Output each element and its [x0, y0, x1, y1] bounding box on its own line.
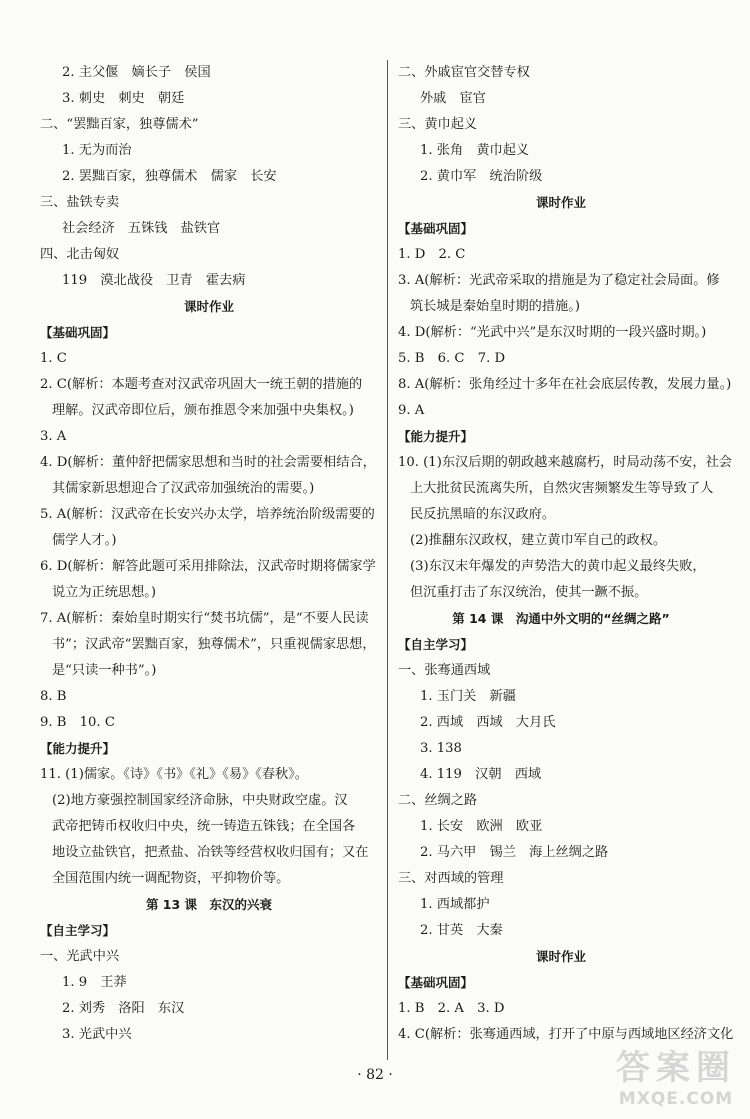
watermark-url: MXQE.COM — [618, 1089, 734, 1109]
text-line: 是“只读一种书”。) — [52, 663, 157, 678]
subsection-label: 【基础巩固】 — [40, 325, 116, 340]
text-line: 3. A — [40, 429, 67, 444]
text-line: 武帝把铸币权收归中央，统一铸造五铢钱；在全国各 — [52, 819, 356, 834]
text-line: 5. A(解析：汉武帝在长安兴办太学，培养统治阶级需要的 — [40, 507, 375, 522]
text-line: 全国范围内统一调配物资，平抑物价等。 — [52, 871, 290, 886]
text-line: 1. 张角 黄巾起义 — [420, 143, 530, 158]
subsection-label: 【自主学习】 — [40, 923, 116, 938]
text-line: 3. A(解析：光武帝采取的措施是为了稳定社会局面。修 — [398, 273, 720, 288]
column-divider — [387, 60, 388, 1060]
subsection-label: 【自主学习】 — [398, 637, 474, 652]
subsection-label: 【能力提升】 — [398, 429, 474, 444]
text-line: 1. 9 王莽 — [62, 975, 127, 990]
text-line: 2. 罢黜百家，独尊儒术 儒家 长安 — [62, 169, 277, 184]
text-line: 理解。汉武帝即位后，颁布推恩令来加强中央集权。) — [52, 403, 354, 418]
text-line: 8. B — [40, 689, 67, 704]
text-line: (2)推翻东汉政权，建立黄巾军自己的政权。 — [410, 533, 667, 548]
text-line: 上大批贫民流离失所，自然灾害频繁发生等导致了人 — [410, 481, 714, 496]
text-line: 2. 西域 西域 大月氏 — [420, 715, 556, 730]
text-line: 民反抗黑暗的东汉政府。 — [410, 507, 556, 522]
text-line: 三、对西域的管理 — [398, 871, 504, 886]
text-line: 三、黄巾起义 — [398, 117, 478, 132]
text-line: 说立为正统思想。) — [52, 585, 157, 600]
text-line: 1. D 2. C — [398, 247, 466, 262]
text-line: 1. 西域都护 — [420, 897, 490, 912]
text-line: 2. 黄巾军 统治阶级 — [420, 169, 543, 184]
text-line: 10. (1)东汉后期的朝政越来越腐朽，时局动荡不安，社会 — [398, 455, 732, 470]
text-line: 2. 马六甲 锡兰 海上丝绸之路 — [420, 845, 609, 860]
text-line: 二、外戚宦官交替专权 — [398, 65, 530, 80]
section-heading: 课时作业 — [535, 949, 586, 964]
text-line: 但沉重打击了东汉统治，使其一蹶不振。 — [410, 585, 648, 600]
text-line: 一、张骞通西域 — [398, 663, 491, 678]
text-line: 1. 长安 欧洲 欧亚 — [420, 819, 543, 834]
text-line: 4. D(解析：董仲舒把儒家思想和当时的社会需要相结合， — [40, 455, 376, 470]
text-line: 3. 刺史 刺史 朝廷 — [62, 91, 185, 106]
text-line: 社会经济 五铢钱 盐铁官 — [62, 221, 221, 236]
text-line: 7. A(解析：秦始皇时期实行“焚书坑儒”，是“不要人民读 — [40, 611, 369, 626]
text-line: 筑长城是秦始皇时期的措施。) — [410, 299, 580, 314]
subsection-label: 【基础巩固】 — [398, 221, 474, 236]
text-line: 其儒家新思想迎合了汉武帝加强统治的需要。) — [52, 481, 315, 496]
subsection-label: 【能力提升】 — [40, 741, 116, 756]
section-heading: 第 13 课 东汉的兴衰 — [145, 897, 273, 912]
watermark-logo — [616, 1040, 736, 1109]
text-line: 5. B 6. C 7. D — [398, 351, 506, 366]
text-line: 2. C(解析：本题考查对汉武帝巩固大一统王朝的措施的 — [40, 377, 363, 392]
text-line: 1. C — [40, 351, 67, 366]
text-line: 119 漠北战役 卫青 霍去病 — [62, 273, 246, 288]
text-line: 一、光武中兴 — [40, 949, 120, 964]
left-column — [40, 60, 378, 1048]
text-line: 3. 138 — [420, 741, 462, 756]
text-line: 2. 主父偃 嫡长子 侯国 — [62, 65, 211, 80]
subsection-label: 【基础巩固】 — [398, 975, 474, 990]
text-line: 4. 119 汉朝 西域 — [420, 767, 542, 782]
text-line: 3. 光武中兴 — [62, 1027, 132, 1042]
text-line: 书”；汉武帝“罢黜百家，独尊儒术”，只重视儒家思想， — [52, 637, 376, 652]
text-line: 9. A — [398, 403, 425, 418]
section-heading: 课时作业 — [183, 299, 234, 314]
text-line: 三、盐铁专卖 — [40, 195, 120, 210]
text-line: 地设立盐铁官，把煮盐、冶铁等经营权收归国有；又在 — [52, 845, 369, 860]
text-line: (2)地方豪强控制国家经济命脉，中央财政空虚。汉 — [52, 793, 348, 808]
text-line: 外戚 宦官 — [420, 91, 486, 106]
text-line: 4. C(解析：张骞通西域，打开了中原与西域地区经济文化 — [398, 1027, 734, 1042]
text-line: (3)东汉末年爆发的声势浩大的黄巾起义最终失败， — [410, 559, 706, 574]
text-line: 儒学人才。) — [52, 533, 117, 548]
text-line: 2. 甘英 大秦 — [420, 923, 503, 938]
section-heading: 第 14 课 沟通中外文明的“丝绸之路” — [452, 611, 670, 626]
text-line: 2. 刘秀 洛阳 东汉 — [62, 1001, 185, 1016]
right-column — [398, 60, 734, 1048]
page-number: · 82 · — [357, 1067, 393, 1083]
text-line: 4. D(解析：“光武中兴”是东汉时期的一段兴盛时期。) — [398, 325, 707, 340]
text-line: 四、北击匈奴 — [40, 247, 120, 262]
text-line: 9. B 10. C — [40, 715, 115, 730]
watermark-text: 答案圈 — [616, 1048, 736, 1088]
text-line: 6. D(解析：解答此题可采用排除法，汉武帝时期将儒家学 — [40, 559, 376, 574]
text-line: 8. A(解析：张角经过十多年在社会底层传教，发展力量。) — [398, 377, 732, 392]
text-line: 二、丝绸之路 — [398, 793, 478, 808]
text-line: 1. B 2. A 3. D — [398, 1001, 505, 1016]
text-line: 二、“罢黜百家，独尊儒术” — [40, 117, 199, 132]
text-line: 11. (1)儒家。《诗》《书》《礼》《易》《春秋》。 — [40, 767, 308, 782]
text-line: 1. 无为而治 — [62, 143, 132, 158]
text-line: 1. 玉门关 新疆 — [420, 689, 516, 704]
section-heading: 课时作业 — [535, 195, 586, 210]
